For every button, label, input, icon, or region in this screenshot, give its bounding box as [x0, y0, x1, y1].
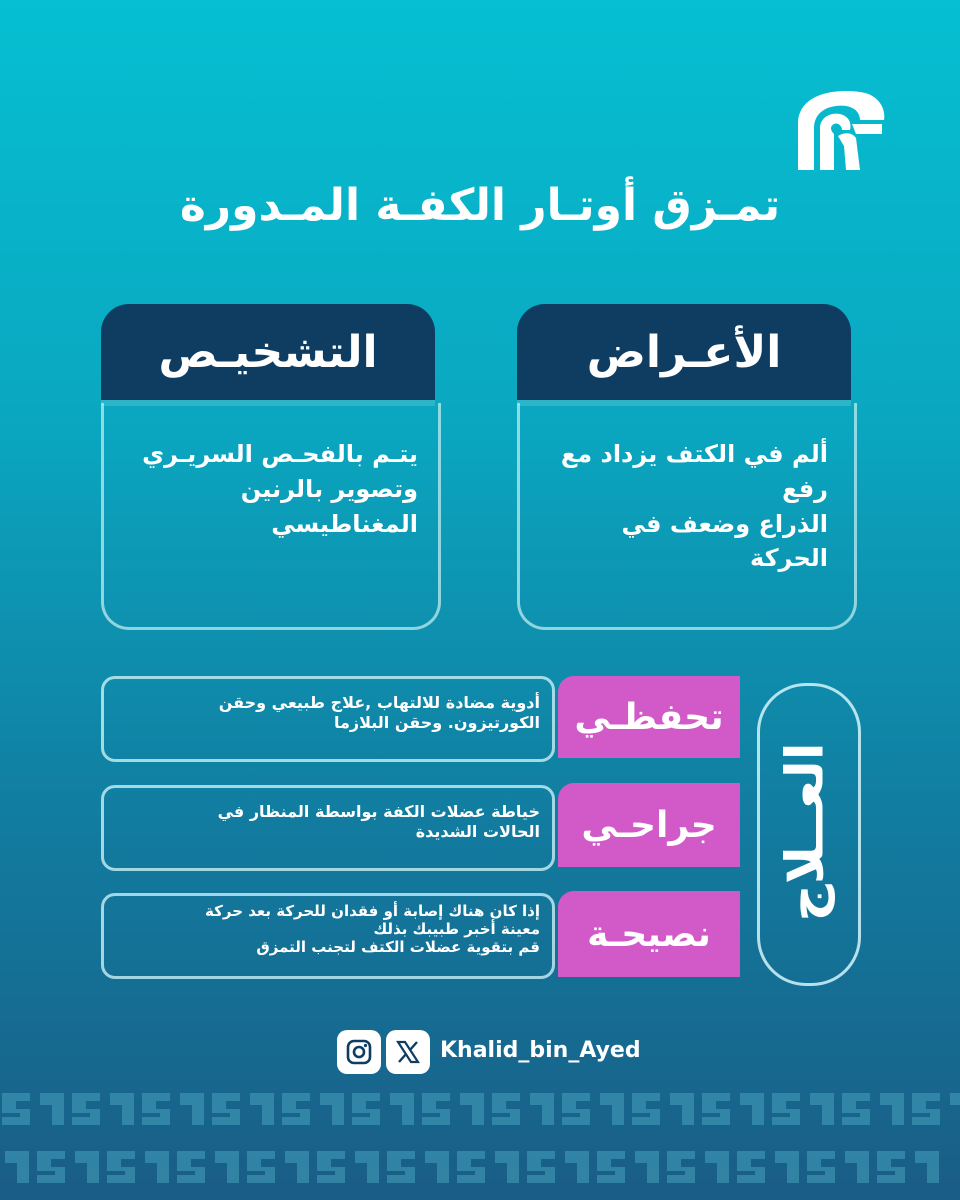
treatment-label: العــلاج — [776, 741, 836, 922]
surgical-text-line1: خياطة عضلات الكفة بواسطة المنظار في — [217, 802, 540, 821]
advice-box — [101, 893, 555, 979]
diagnosis-heading: التشخيـص — [101, 304, 435, 400]
diagnosis-text-line2: وتصوير بالرنين المغناطيسي — [240, 474, 418, 538]
instagram-icon[interactable] — [337, 1030, 381, 1074]
advice-text-line2: معينة أخبر طبيبك بذلك — [373, 920, 540, 938]
symptoms-text-line2: الذراع وضعف في الحركة — [621, 509, 828, 573]
social-handle[interactable]: Khalid_bin_Ayed — [440, 1038, 641, 1063]
advice-text-line1: إذا كان هناك إصابة أو فقدان للحركة بعد حركة — [205, 902, 540, 920]
advice-text-line3: قم بتقوية عضلات الكتف لتجنب التمزق — [256, 938, 540, 956]
conservative-pill: تحفظـي — [558, 676, 740, 758]
diagnosis-text-line1: يتـم بالفحـص السريـري — [142, 440, 418, 468]
diagnosis-card — [101, 403, 441, 630]
surgical-box — [101, 785, 555, 871]
x-icon[interactable] — [386, 1030, 430, 1074]
conservative-text-line2: الكورتيزون. وحقن البلازما — [333, 713, 540, 732]
decorative-pattern — [0, 1085, 960, 1200]
advice-pill: نصيحـة — [558, 891, 740, 977]
conservative-box — [101, 676, 555, 762]
symptoms-text-line1: ألم في الكتف يزداد مع رفع — [560, 440, 828, 503]
page-title: تمـزق أوتـار الكفـة المـدورة — [179, 180, 781, 231]
surgical-text-line2: الحالات الشديدة — [415, 822, 540, 841]
symptoms-card — [517, 403, 857, 630]
shoulder-logo-icon — [790, 84, 890, 176]
conservative-text-line1: أدوية مضادة للالتهاب ,علاج طبيعي وحقن — [218, 693, 540, 712]
symptoms-heading: الأعـراض — [517, 304, 851, 400]
surgical-pill: جراحـي — [558, 783, 740, 867]
